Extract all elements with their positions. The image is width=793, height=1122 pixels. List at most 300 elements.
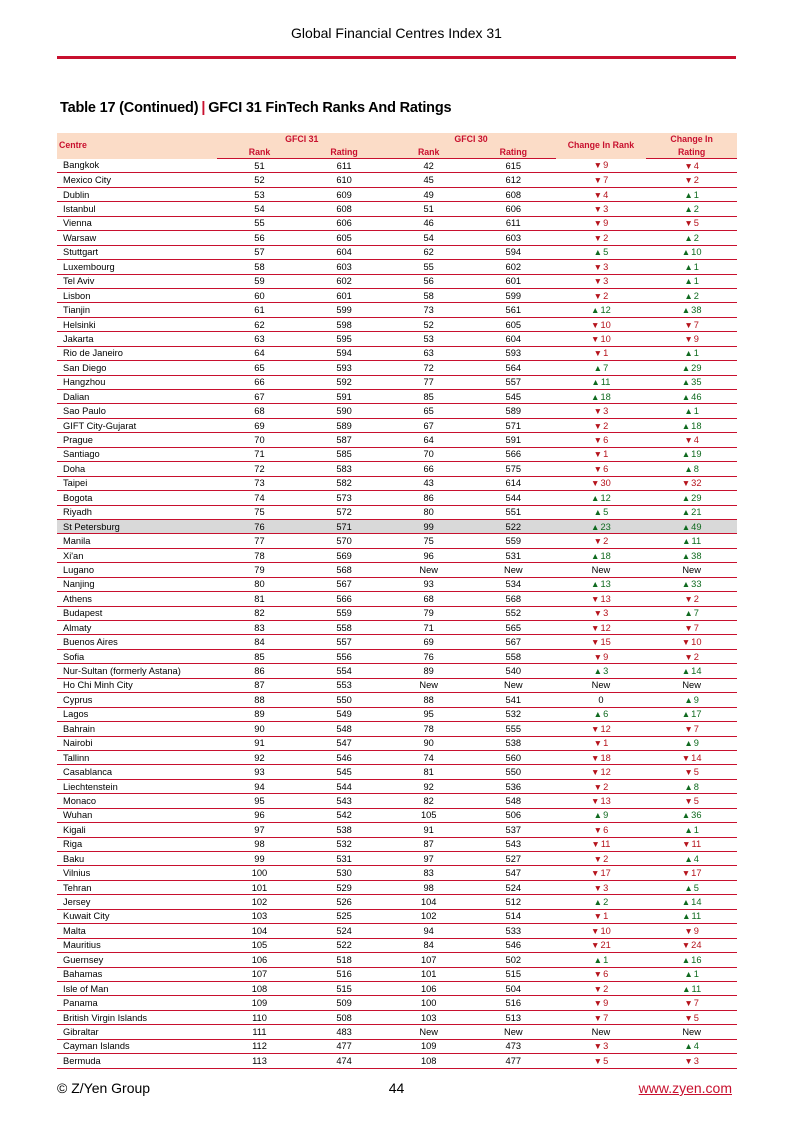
table-title — [60, 100, 451, 116]
cell-gfci31-rank: 85 — [217, 649, 302, 663]
cell-change-in-rating: ▲ 11 — [646, 534, 737, 548]
cell-change-in-rating: ▲ 33 — [646, 577, 737, 591]
cell-gfci31-rank: 56 — [217, 231, 302, 245]
cell-centre: Kigali — [57, 823, 217, 837]
cell-gfci31-rating: 568 — [302, 563, 387, 577]
cell-gfci30-rating: 516 — [471, 996, 556, 1010]
cell-change-in-rating: ▲ 18 — [646, 418, 737, 432]
footer-copyright: © Z/Yen Group — [57, 1080, 151, 1096]
cell-gfci30-rating: 552 — [471, 606, 556, 620]
cell-gfci30-rank: 71 — [386, 621, 471, 635]
cell-change-in-rating: ▲ 2 — [646, 231, 737, 245]
cell-change-in-rating: ▲ 29 — [646, 361, 737, 375]
cell-gfci30-rating: 557 — [471, 375, 556, 389]
cell-gfci31-rank: 107 — [217, 967, 302, 981]
cell-centre: Wuhan — [57, 808, 217, 822]
cell-gfci31-rank: 79 — [217, 563, 302, 577]
table-row — [57, 231, 737, 245]
cell-centre: Bahamas — [57, 967, 217, 981]
cell-gfci31-rank: 104 — [217, 924, 302, 938]
cell-change-in-rank: 0 — [556, 693, 647, 707]
cell-gfci31-rank: 78 — [217, 548, 302, 562]
cell-gfci31-rating: 559 — [302, 606, 387, 620]
cell-gfci31-rank: 66 — [217, 375, 302, 389]
cell-centre: Bangkok — [57, 159, 217, 173]
cell-change-in-rank: ▼ 10 — [556, 924, 647, 938]
table-row — [57, 837, 737, 851]
table-row — [57, 173, 737, 187]
cell-gfci31-rank: 74 — [217, 491, 302, 505]
cell-centre: Sao Paulo — [57, 404, 217, 418]
cell-change-in-rank: ▼ 11 — [556, 837, 647, 851]
cell-change-in-rank: ▼ 2 — [556, 981, 647, 995]
cell-gfci30-rank: 75 — [386, 534, 471, 548]
cell-change-in-rating: ▼ 2 — [646, 649, 737, 663]
cell-change-in-rating: ▼ 11 — [646, 837, 737, 851]
table-row — [57, 866, 737, 880]
cell-gfci31-rank: 69 — [217, 418, 302, 432]
cell-change-in-rank: ▼ 17 — [556, 866, 647, 880]
cell-change-in-rating: ▲ 1 — [646, 260, 737, 274]
cell-gfci31-rank: 80 — [217, 577, 302, 591]
cell-gfci31-rank: 110 — [217, 1010, 302, 1024]
column-header-change-in-rating-line2: Rating — [646, 145, 737, 159]
table-row — [57, 216, 737, 230]
cell-gfci30-rating: 571 — [471, 418, 556, 432]
table-row — [57, 779, 737, 793]
cell-change-in-rank: ▼ 2 — [556, 534, 647, 548]
cell-change-in-rank: ▼ 4 — [556, 187, 647, 201]
column-header-gfci30-rank: Rank — [386, 145, 471, 159]
cell-gfci31-rating: 477 — [302, 1039, 387, 1053]
cell-gfci31-rating: 573 — [302, 491, 387, 505]
cell-gfci31-rank: 53 — [217, 187, 302, 201]
cell-change-in-rating: ▲ 10 — [646, 245, 737, 259]
cell-centre: Cyprus — [57, 693, 217, 707]
cell-gfci31-rating: 589 — [302, 418, 387, 432]
table-row — [57, 563, 737, 577]
cell-change-in-rank: ▼ 5 — [556, 1054, 647, 1068]
cell-gfci31-rating: 595 — [302, 332, 387, 346]
cell-gfci30-rating: New — [471, 1025, 556, 1039]
cell-gfci31-rank: 93 — [217, 765, 302, 779]
cell-gfci31-rating: 531 — [302, 852, 387, 866]
cell-gfci30-rating: 512 — [471, 895, 556, 909]
cell-gfci31-rating: 572 — [302, 505, 387, 519]
cell-gfci30-rank: 96 — [386, 548, 471, 562]
cell-change-in-rating: ▲ 38 — [646, 548, 737, 562]
cell-change-in-rating: ▲ 9 — [646, 736, 737, 750]
cell-gfci31-rank: 86 — [217, 664, 302, 678]
cell-gfci30-rating: 548 — [471, 794, 556, 808]
cell-gfci30-rank: 106 — [386, 981, 471, 995]
cell-gfci31-rating: 545 — [302, 765, 387, 779]
table-row — [57, 981, 737, 995]
cell-gfci30-rank: 49 — [386, 187, 471, 201]
cell-gfci30-rating: 566 — [471, 447, 556, 461]
table-row — [57, 317, 737, 331]
cell-gfci30-rank: 104 — [386, 895, 471, 909]
cell-gfci31-rating: 538 — [302, 823, 387, 837]
cell-change-in-rating: ▲ 36 — [646, 808, 737, 822]
cell-gfci31-rank: 91 — [217, 736, 302, 750]
cell-change-in-rank: ▲ 2 — [556, 895, 647, 909]
cell-centre: Xi'an — [57, 548, 217, 562]
table-row — [57, 664, 737, 678]
table-row — [57, 909, 737, 923]
cell-gfci30-rank: 84 — [386, 938, 471, 952]
cell-gfci30-rank: 78 — [386, 722, 471, 736]
cell-change-in-rating: ▲ 14 — [646, 895, 737, 909]
table-row — [57, 823, 737, 837]
cell-gfci31-rating: 602 — [302, 274, 387, 288]
cell-change-in-rating: ▼ 10 — [646, 635, 737, 649]
cell-centre: Panama — [57, 996, 217, 1010]
cell-change-in-rating: ▲ 1 — [646, 404, 737, 418]
table-row — [57, 332, 737, 346]
cell-gfci30-rank: 64 — [386, 433, 471, 447]
table-row — [57, 736, 737, 750]
table-row — [57, 577, 737, 591]
footer-website-link[interactable]: www.zyen.com — [638, 1080, 732, 1096]
cell-change-in-rank: ▲ 5 — [556, 505, 647, 519]
cell-gfci31-rank: 108 — [217, 981, 302, 995]
cell-gfci31-rank: 71 — [217, 447, 302, 461]
cell-change-in-rank: ▼ 10 — [556, 332, 647, 346]
table-row — [57, 548, 737, 562]
cell-gfci31-rank: 111 — [217, 1025, 302, 1039]
table-row — [57, 938, 737, 952]
cell-gfci30-rating: 614 — [471, 476, 556, 490]
cell-gfci31-rating: 553 — [302, 678, 387, 692]
cell-change-in-rating: ▲ 2 — [646, 288, 737, 302]
column-header-change-in-rank: Change In Rank — [556, 133, 647, 159]
cell-centre: Lugano — [57, 563, 217, 577]
table-row — [57, 303, 737, 317]
cell-gfci30-rank: 97 — [386, 852, 471, 866]
cell-change-in-rating: ▲ 17 — [646, 707, 737, 721]
cell-change-in-rank: ▼ 7 — [556, 1010, 647, 1024]
cell-centre: Manila — [57, 534, 217, 548]
cell-centre: Tehran — [57, 880, 217, 894]
cell-gfci30-rank: 73 — [386, 303, 471, 317]
cell-gfci30-rating: 589 — [471, 404, 556, 418]
cell-gfci31-rating: 529 — [302, 880, 387, 894]
table-row — [57, 707, 737, 721]
table-row — [57, 621, 737, 635]
cell-gfci31-rating: 605 — [302, 231, 387, 245]
cell-change-in-rank: ▼ 6 — [556, 462, 647, 476]
cell-gfci31-rank: 90 — [217, 722, 302, 736]
cell-gfci30-rating: 615 — [471, 159, 556, 173]
cell-change-in-rating: ▲ 5 — [646, 880, 737, 894]
table-row — [57, 274, 737, 288]
cell-change-in-rank: ▼ 1 — [556, 736, 647, 750]
cell-gfci30-rating: 591 — [471, 433, 556, 447]
table-row — [57, 390, 737, 404]
cell-centre: Luxembourg — [57, 260, 217, 274]
cell-gfci30-rank: 86 — [386, 491, 471, 505]
cell-change-in-rating: ▲ 1 — [646, 346, 737, 360]
cell-centre: Prague — [57, 433, 217, 447]
cell-gfci30-rating: 540 — [471, 664, 556, 678]
cell-change-in-rating: ▲ 2 — [646, 202, 737, 216]
cell-centre: Isle of Man — [57, 981, 217, 995]
cell-gfci30-rating: 568 — [471, 592, 556, 606]
cell-gfci31-rank: 94 — [217, 779, 302, 793]
column-header-gfci31-rating: Rating — [302, 145, 387, 159]
cell-gfci30-rank: 68 — [386, 592, 471, 606]
cell-gfci30-rating: 559 — [471, 534, 556, 548]
cell-gfci31-rating: 567 — [302, 577, 387, 591]
cell-change-in-rating: ▼ 2 — [646, 173, 737, 187]
cell-gfci31-rank: 89 — [217, 707, 302, 721]
cell-gfci31-rank: 95 — [217, 794, 302, 808]
cell-centre: Baku — [57, 852, 217, 866]
table-row — [57, 1039, 737, 1053]
cell-gfci30-rank: 77 — [386, 375, 471, 389]
cell-gfci31-rank: 57 — [217, 245, 302, 259]
table-row — [57, 996, 737, 1010]
cell-gfci30-rating: 515 — [471, 967, 556, 981]
cell-gfci30-rank: New — [386, 678, 471, 692]
cell-gfci30-rank: 45 — [386, 173, 471, 187]
cell-gfci30-rank: 102 — [386, 909, 471, 923]
table-row — [57, 361, 737, 375]
table-row — [57, 722, 737, 736]
cell-gfci30-rank: 93 — [386, 577, 471, 591]
column-group-gfci31: GFCI 31 — [217, 133, 386, 145]
cell-change-in-rank: ▲ 23 — [556, 519, 647, 533]
cell-gfci31-rating: 571 — [302, 519, 387, 533]
table-row — [57, 404, 737, 418]
cell-gfci30-rating: 565 — [471, 621, 556, 635]
cell-gfci30-rating: 593 — [471, 346, 556, 360]
cell-gfci31-rating: 604 — [302, 245, 387, 259]
table-row — [57, 288, 737, 302]
cell-change-in-rank: ▼ 3 — [556, 606, 647, 620]
cell-gfci31-rating: 594 — [302, 346, 387, 360]
cell-change-in-rating: New — [646, 563, 737, 577]
cell-gfci30-rank: 90 — [386, 736, 471, 750]
cell-gfci30-rank: 79 — [386, 606, 471, 620]
cell-change-in-rank: ▼ 3 — [556, 260, 647, 274]
table-row — [57, 418, 737, 432]
cell-gfci30-rating: 504 — [471, 981, 556, 995]
cell-change-in-rank: ▼ 3 — [556, 202, 647, 216]
cell-gfci31-rating: 474 — [302, 1054, 387, 1068]
cell-change-in-rank: ▼ 6 — [556, 823, 647, 837]
cell-change-in-rating: ▲ 1 — [646, 823, 737, 837]
cell-gfci30-rank: New — [386, 563, 471, 577]
table-row — [57, 491, 737, 505]
cell-centre: San Diego — [57, 361, 217, 375]
cell-change-in-rank: ▼ 2 — [556, 779, 647, 793]
cell-change-in-rank: ▲ 12 — [556, 491, 647, 505]
cell-gfci31-rating: 558 — [302, 621, 387, 635]
cell-centre: Vilnius — [57, 866, 217, 880]
cell-gfci30-rank: 66 — [386, 462, 471, 476]
cell-change-in-rating: ▼ 3 — [646, 1054, 737, 1068]
cell-centre: Santiago — [57, 447, 217, 461]
cell-change-in-rating: ▼ 2 — [646, 592, 737, 606]
cell-centre: Jakarta — [57, 332, 217, 346]
cell-centre: Nairobi — [57, 736, 217, 750]
cell-gfci30-rank: 101 — [386, 967, 471, 981]
cell-gfci31-rating: 603 — [302, 260, 387, 274]
cell-gfci30-rank: 62 — [386, 245, 471, 259]
cell-gfci30-rank: 72 — [386, 361, 471, 375]
cell-centre: Lagos — [57, 707, 217, 721]
cell-centre: Stuttgart — [57, 245, 217, 259]
table-row — [57, 447, 737, 461]
cell-gfci30-rating: 560 — [471, 750, 556, 764]
cell-change-in-rating: ▼ 5 — [646, 1010, 737, 1024]
cell-change-in-rank: ▼ 2 — [556, 852, 647, 866]
cell-gfci31-rank: 76 — [217, 519, 302, 533]
cell-change-in-rank: ▲ 18 — [556, 548, 647, 562]
cell-gfci30-rating: 538 — [471, 736, 556, 750]
cell-change-in-rating: ▲ 14 — [646, 664, 737, 678]
cell-change-in-rating: ▼ 7 — [646, 621, 737, 635]
cell-gfci30-rank: 51 — [386, 202, 471, 216]
cell-gfci30-rating: 594 — [471, 245, 556, 259]
cell-change-in-rating: ▲ 4 — [646, 852, 737, 866]
cell-change-in-rating: ▲ 46 — [646, 390, 737, 404]
cell-gfci31-rating: 548 — [302, 722, 387, 736]
cell-gfci30-rating: 601 — [471, 274, 556, 288]
cell-gfci30-rating: 567 — [471, 635, 556, 649]
cell-gfci30-rank: 94 — [386, 924, 471, 938]
cell-change-in-rank: ▼ 3 — [556, 880, 647, 894]
cell-centre: Guernsey — [57, 953, 217, 967]
cell-centre: Cayman Islands — [57, 1039, 217, 1053]
cell-gfci30-rank: 89 — [386, 664, 471, 678]
cell-gfci30-rating: 541 — [471, 693, 556, 707]
cell-gfci30-rank: 42 — [386, 159, 471, 173]
cell-gfci30-rating: 551 — [471, 505, 556, 519]
cell-centre: Taipei — [57, 476, 217, 490]
table-row — [57, 678, 737, 692]
cell-gfci31-rating: 566 — [302, 592, 387, 606]
cell-gfci30-rank: 56 — [386, 274, 471, 288]
cell-change-in-rank: ▲ 12 — [556, 303, 647, 317]
cell-gfci30-rank: 99 — [386, 519, 471, 533]
cell-gfci30-rank: 53 — [386, 332, 471, 346]
table-row — [57, 534, 737, 548]
cell-gfci30-rating: 611 — [471, 216, 556, 230]
table-row — [57, 519, 737, 533]
cell-gfci30-rank: 63 — [386, 346, 471, 360]
cell-change-in-rank: ▼ 9 — [556, 996, 647, 1010]
cell-gfci31-rank: 55 — [217, 216, 302, 230]
cell-gfci30-rank: 83 — [386, 866, 471, 880]
cell-change-in-rating: ▲ 29 — [646, 491, 737, 505]
cell-centre: Tianjin — [57, 303, 217, 317]
cell-gfci30-rating: 603 — [471, 231, 556, 245]
cell-gfci31-rating: 526 — [302, 895, 387, 909]
cell-gfci30-rank: 80 — [386, 505, 471, 519]
cell-gfci31-rating: 508 — [302, 1010, 387, 1024]
cell-change-in-rating: ▼ 5 — [646, 794, 737, 808]
cell-gfci31-rating: 585 — [302, 447, 387, 461]
table-row — [57, 967, 737, 981]
cell-gfci31-rank: 75 — [217, 505, 302, 519]
cell-change-in-rating: ▲ 1 — [646, 967, 737, 981]
cell-gfci31-rating: 524 — [302, 924, 387, 938]
cell-gfci31-rating: 587 — [302, 433, 387, 447]
cell-gfci30-rating: 564 — [471, 361, 556, 375]
cell-change-in-rank: ▼ 12 — [556, 621, 647, 635]
cell-change-in-rating: ▲ 11 — [646, 981, 737, 995]
cell-gfci30-rating: 544 — [471, 491, 556, 505]
cell-centre: Kuwait City — [57, 909, 217, 923]
table-row — [57, 346, 737, 360]
cell-gfci31-rating: 525 — [302, 909, 387, 923]
cell-change-in-rank: New — [556, 563, 647, 577]
cell-gfci30-rating: 599 — [471, 288, 556, 302]
cell-change-in-rank: ▼ 2 — [556, 231, 647, 245]
table-row — [57, 750, 737, 764]
cell-centre: Nanjing — [57, 577, 217, 591]
cell-change-in-rating: ▼ 9 — [646, 332, 737, 346]
page-footer — [57, 1080, 736, 1100]
cell-gfci31-rating: 593 — [302, 361, 387, 375]
cell-gfci30-rank: 54 — [386, 231, 471, 245]
cell-change-in-rank: ▼ 6 — [556, 433, 647, 447]
cell-change-in-rank: ▲ 18 — [556, 390, 647, 404]
cell-change-in-rating: ▼ 5 — [646, 765, 737, 779]
column-header-centre: Centre — [57, 133, 217, 159]
cell-centre: Lisbon — [57, 288, 217, 302]
cell-gfci30-rank: 92 — [386, 779, 471, 793]
cell-centre: GIFT City-Gujarat — [57, 418, 217, 432]
cell-gfci30-rank: 76 — [386, 649, 471, 663]
cell-gfci30-rating: 531 — [471, 548, 556, 562]
cell-centre: Bahrain — [57, 722, 217, 736]
cell-centre: Nur-Sultan (formerly Astana) — [57, 664, 217, 678]
cell-centre: Buenos Aires — [57, 635, 217, 649]
cell-gfci30-rating: 513 — [471, 1010, 556, 1024]
cell-change-in-rank: ▼ 13 — [556, 794, 647, 808]
cell-gfci30-rank: 95 — [386, 707, 471, 721]
table-body — [57, 159, 737, 1069]
cell-gfci31-rating: 592 — [302, 375, 387, 389]
cell-gfci30-rank: 74 — [386, 750, 471, 764]
cell-centre: Vienna — [57, 216, 217, 230]
cell-gfci31-rating: 515 — [302, 981, 387, 995]
cell-gfci31-rating: 601 — [302, 288, 387, 302]
cell-gfci30-rating: 522 — [471, 519, 556, 533]
cell-centre: Dublin — [57, 187, 217, 201]
cell-centre: Casablanca — [57, 765, 217, 779]
cell-centre: Gibraltar — [57, 1025, 217, 1039]
cell-gfci30-rating: 477 — [471, 1054, 556, 1068]
cell-change-in-rank: ▲ 3 — [556, 664, 647, 678]
cell-change-in-rank: ▼ 1 — [556, 909, 647, 923]
cell-centre: Jersey — [57, 895, 217, 909]
fintech-ranks-table — [57, 133, 737, 1069]
cell-centre: Istanbul — [57, 202, 217, 216]
cell-change-in-rating: ▼ 7 — [646, 722, 737, 736]
table-row — [57, 649, 737, 663]
cell-change-in-rating: ▲ 8 — [646, 779, 737, 793]
cell-gfci30-rating: 533 — [471, 924, 556, 938]
cell-change-in-rank: New — [556, 1025, 647, 1039]
cell-gfci31-rank: 72 — [217, 462, 302, 476]
cell-change-in-rank: ▼ 3 — [556, 404, 647, 418]
footer-page-number: 44 — [388, 1080, 405, 1096]
